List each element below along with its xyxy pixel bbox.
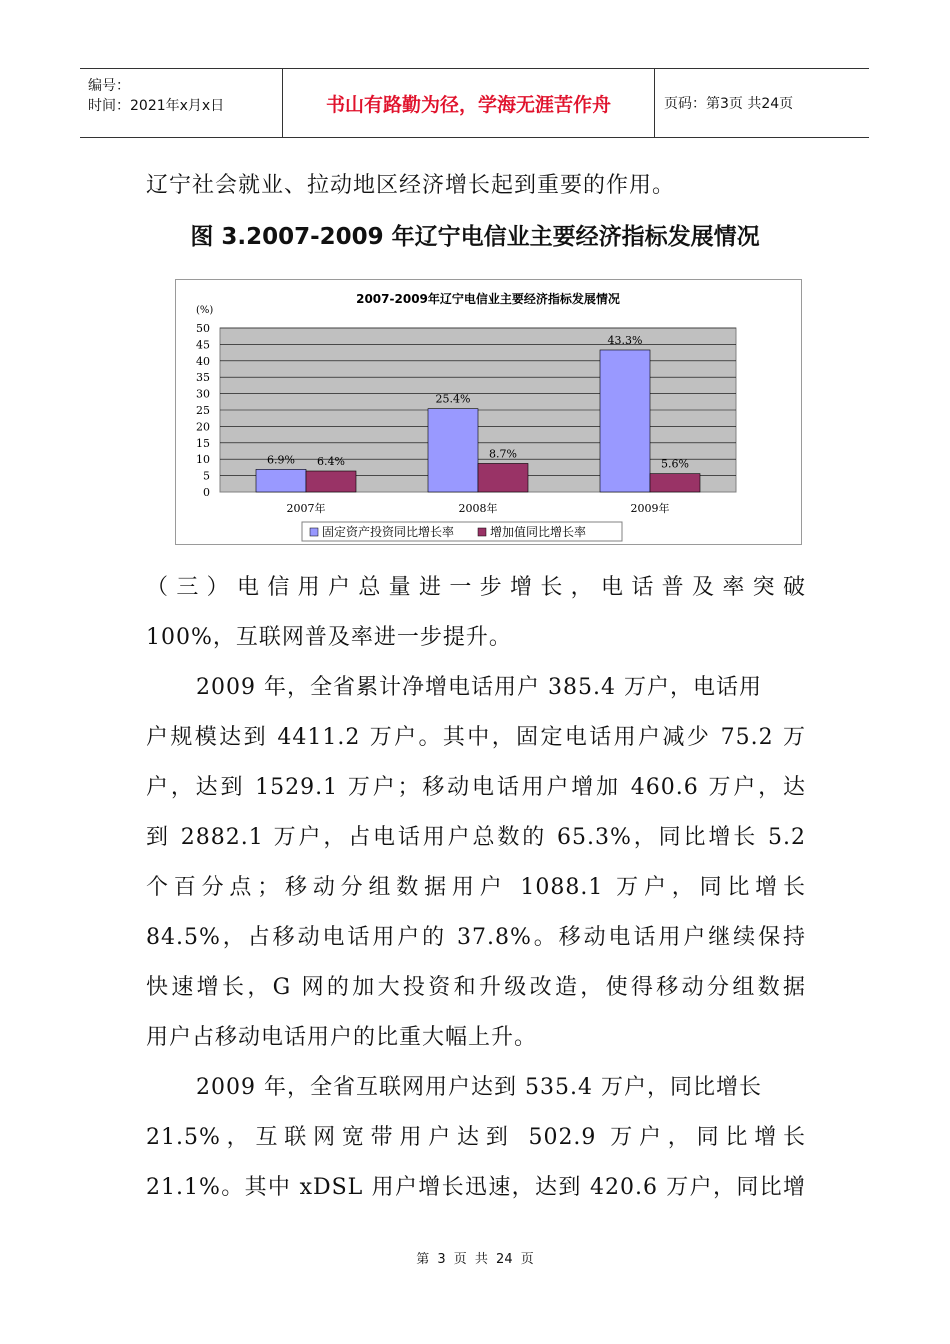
y-tick-label: 25 — [196, 404, 210, 417]
p2-line-1: 21.5%，互联网宽带用户达到 502.9 万户，同比增长 — [146, 1125, 806, 1150]
y-tick-label: 0 — [203, 486, 210, 499]
data-label: 8.7% — [489, 447, 517, 461]
intro-line: 辽宁社会就业、拉动地区经济增长起到重要的作用。 — [146, 173, 676, 198]
header-page-label: 页码：第3页 共24页 — [664, 96, 794, 112]
bar — [428, 409, 478, 492]
p1-line-0: 2009 年，全省累计净增电话用户 385.4 万户，电话用 — [196, 675, 762, 700]
data-label: 6.9% — [267, 453, 295, 467]
data-label: 43.3% — [607, 333, 643, 347]
legend-swatch — [478, 528, 486, 536]
y-tick-label: 20 — [196, 420, 210, 434]
bar — [650, 474, 700, 492]
section-heading-line-2: 100%，互联网普及率进一步提升。 — [146, 625, 512, 650]
chart-title: 2007-2009年辽宁电信业主要经济指标发展情况 — [356, 292, 620, 306]
page-header — [80, 68, 869, 138]
legend-label: 增加值同比增长率 — [490, 525, 587, 539]
bar — [256, 469, 306, 492]
legend-swatch — [310, 528, 318, 536]
data-label: 6.4% — [317, 455, 345, 469]
bar-chart — [176, 280, 801, 544]
p2-line-0: 2009 年，全省互联网用户达到 535.4 万户，同比增长 — [196, 1075, 762, 1100]
bar — [478, 463, 528, 492]
data-label: 25.4% — [435, 392, 471, 406]
y-tick-label: 30 — [196, 387, 210, 401]
x-tick-label: 2009年 — [630, 502, 670, 515]
y-axis-unit: (%) — [196, 305, 214, 316]
p1-line-1: 户规模达到 4411.2 万户。其中，固定电话用户减少 75.2 万 — [146, 725, 806, 750]
chart-container — [175, 279, 802, 545]
header-motto: 书山有路勤为径，学海无涯苦作舟 — [283, 69, 655, 137]
p1-line-7: 用户占移动电话用户的比重大幅上升。 — [146, 1025, 538, 1050]
x-tick-label: 2008年 — [458, 502, 498, 515]
p1-line-3: 到 2882.1 万户，占电话用户总数的 65.3%，同比增长 5.2 — [146, 825, 806, 850]
x-tick-label: 2007年 — [286, 502, 326, 515]
bar — [306, 471, 356, 492]
legend-label: 固定资产投资同比增长率 — [322, 525, 455, 539]
y-tick-label: 40 — [196, 354, 210, 368]
time-label: 时间：2021年x月x日 — [88, 98, 225, 114]
data-label: 5.6% — [661, 457, 689, 471]
p2-line-2: 21.1%。其中 xDSL 用户增长迅速，达到 420.6 万户，同比增 — [146, 1175, 806, 1200]
p1-line-5: 84.5%，占移动电话用户的 37.8%。移动电话用户继续保持 — [146, 925, 806, 950]
p1-line-6: 快速增长，G 网的加大投资和升级改造，使得移动分组数据 — [146, 975, 806, 1000]
figure-title: 图 3.2007-2009 年辽宁电信业主要经济指标发展情况 — [190, 224, 760, 250]
y-tick-label: 5 — [203, 469, 210, 483]
p1-line-2: 户，达到 1529.1 万户；移动电话用户增加 460.6 万户，达 — [146, 775, 806, 800]
header-meta — [80, 69, 283, 137]
y-tick-label: 45 — [196, 338, 210, 352]
number-label: 编号： — [88, 78, 130, 94]
y-tick-label: 35 — [196, 371, 210, 385]
p1-line-4: 个百分点；移动分组数据用户 1088.1 万户，同比增长 — [146, 875, 806, 900]
y-tick-label: 50 — [196, 322, 210, 335]
section-heading-line-1: （三）电信用户总量进一步增长，电话普及率突破 — [146, 575, 806, 600]
y-tick-label: 10 — [196, 453, 210, 467]
y-tick-label: 15 — [196, 436, 210, 450]
bar — [600, 350, 650, 492]
page-footer: 第 3 页 共 24 页 — [416, 1252, 534, 1267]
